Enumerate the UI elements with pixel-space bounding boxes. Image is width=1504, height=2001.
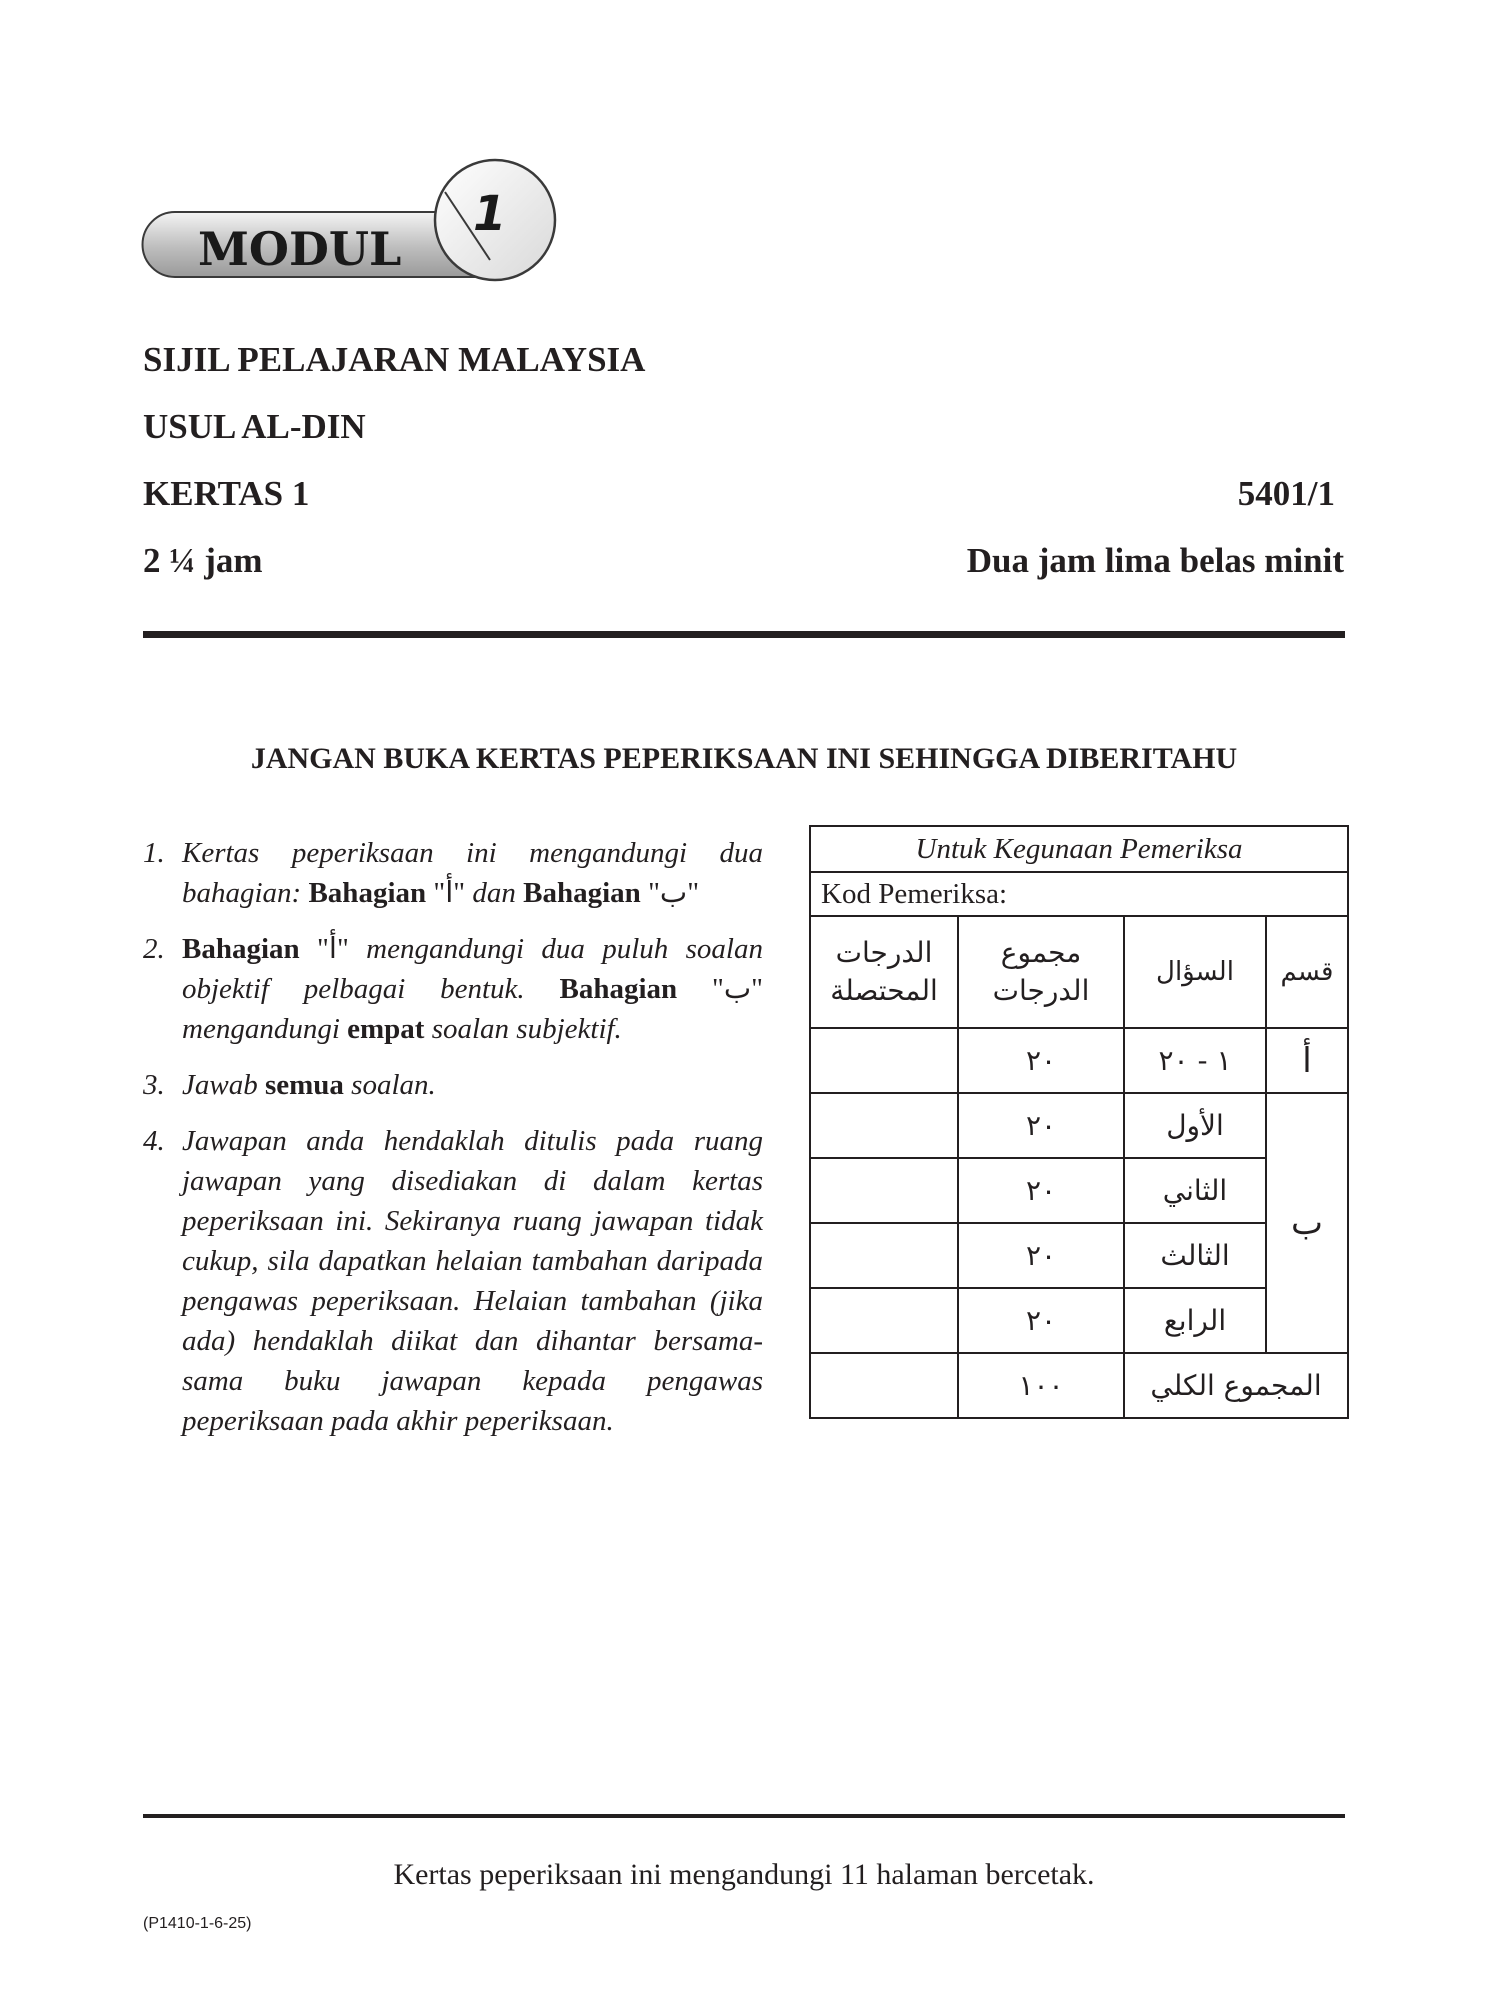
header-text: مجموع	[1000, 936, 1082, 969]
question-cell: ١ - ٢٠	[1124, 1028, 1266, 1093]
instruction-number: 2.	[143, 933, 165, 965]
instruction-text: dan	[472, 877, 516, 909]
instruction-number: 3.	[143, 1069, 165, 1101]
instruction-bold: Bahagian	[559, 973, 678, 1005]
paper-title: KERTAS 1	[143, 474, 310, 513]
section-cell: أ	[1266, 1028, 1348, 1093]
warning-notice: JANGAN BUKA KERTAS PEPERIKSAAN INI SEHINGGA DIBERITAHU	[250, 742, 1238, 775]
header-text: الدرجات	[835, 936, 933, 969]
question-cell: الثاني	[1124, 1158, 1266, 1223]
duration-long: Dua jam lima belas minit	[966, 541, 1344, 580]
modul-number: 1	[473, 186, 507, 242]
marks-obtained-cell[interactable]	[810, 1223, 958, 1288]
section-mark: "أ"	[433, 877, 466, 909]
subject-title: USUL AL-DIN	[143, 407, 366, 446]
instruction-text: mengandungi	[182, 1013, 340, 1045]
total-marks-cell: ٢٠	[958, 1028, 1124, 1093]
header-total-marks	[958, 916, 1124, 1028]
print-code: (P1410-1-6-25)	[143, 1915, 252, 1932]
instructions-list	[143, 833, 763, 1457]
question-cell: الثالث	[1124, 1223, 1266, 1288]
marks-obtained-cell[interactable]	[810, 1288, 958, 1353]
instruction-text: soalan subjektif.	[431, 1013, 622, 1045]
question-cell: الأول	[1124, 1093, 1266, 1158]
table-title: Untuk Kegunaan Pemeriksa	[810, 826, 1348, 872]
instruction-bold: Bahagian	[523, 877, 641, 909]
instruction-bold: Bahagian	[308, 877, 427, 909]
table-row	[810, 1028, 1348, 1093]
total-marks-cell: ٢٠	[958, 1223, 1124, 1288]
modul-badge	[140, 152, 580, 302]
marks-obtained-cell[interactable]	[810, 1093, 958, 1158]
duration-short: 2 ¼ jam	[143, 541, 263, 580]
instruction-number: 1.	[143, 837, 165, 869]
grand-total-marks: ١٠٠	[958, 1353, 1124, 1418]
examiner-table	[809, 825, 1349, 1419]
total-marks-cell: ٢٠	[958, 1093, 1124, 1158]
instruction-text: mengandungi dua puluh soalan objektif pelbagai bentuk.	[182, 933, 763, 1005]
header-question: السؤال	[1124, 916, 1266, 1028]
header-text: المحتصلة	[830, 974, 938, 1007]
examiner-code-field[interactable]: Kod Pemeriksa:	[810, 872, 1348, 916]
header-marks-obtained	[810, 916, 958, 1028]
total-marks-cell: ٢٠	[958, 1158, 1124, 1223]
instruction-bold: semua	[264, 1069, 344, 1101]
section-mark: "أ"	[317, 933, 349, 965]
footer-rule	[143, 1814, 1345, 1818]
instruction-item	[143, 1121, 763, 1441]
total-obtained-cell[interactable]	[810, 1353, 958, 1418]
instruction-item	[143, 833, 763, 913]
exam-title: SIJIL PELAJARAN MALAYSIA	[143, 340, 646, 379]
marks-obtained-cell[interactable]	[810, 1028, 958, 1093]
total-marks-cell: ٢٠	[958, 1288, 1124, 1353]
header-section: قسم	[1266, 916, 1348, 1028]
instruction-bold: Bahagian	[182, 933, 300, 965]
page-count-note: Kertas peperiksaan ini mengandungi 11 halaman bercetak.	[393, 1858, 1095, 1891]
header-rule	[143, 631, 1345, 638]
question-cell: الرابع	[1124, 1288, 1266, 1353]
section-mark: "ب"	[648, 877, 700, 909]
instruction-text: Jawab	[182, 1069, 258, 1101]
paper-code: 5401/1	[1237, 474, 1335, 513]
instruction-bold: empat	[347, 1013, 425, 1045]
header-text: الدرجات	[992, 974, 1090, 1007]
section-cell: ب	[1266, 1093, 1348, 1353]
instruction-text: soalan.	[351, 1069, 436, 1101]
instruction-text: Jawapan anda hendaklah ditulis pada ruang jawapan yang disediakan di dalam kertas peperiksaan ini. Sekiranya ruang jawapan tidak cukup, sila dapatkan helaian tambahan daripada pengawas peperiksaan. Helaian tambahan (jika ada) hendaklah diikat dan dihantar bersama-sama buku jawapan kepada pengawas peperiksaan pada akhir peperiksaan.	[182, 1125, 763, 1437]
grand-total-label: المجموع الكلي	[1124, 1353, 1348, 1418]
instruction-number: 4.	[143, 1125, 165, 1157]
instruction-item	[143, 1065, 763, 1105]
marks-obtained-cell[interactable]	[810, 1158, 958, 1223]
modul-label: MODUL	[198, 222, 402, 276]
table-total-row	[810, 1353, 1348, 1418]
table-row	[810, 1093, 1348, 1158]
instruction-text: Kertas peperiksaan ini mengandungi dua bahagian:	[182, 837, 763, 909]
instruction-item	[143, 929, 763, 1049]
section-mark: "ب"	[712, 973, 763, 1005]
